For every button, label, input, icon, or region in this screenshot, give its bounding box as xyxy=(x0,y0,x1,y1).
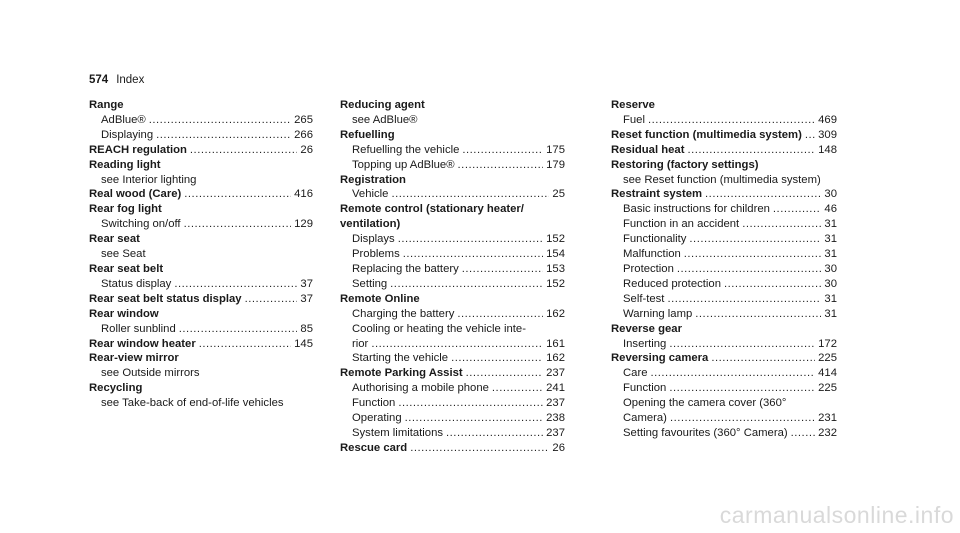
subentry-line-text: Problems xyxy=(352,248,400,261)
page-ref[interactable]: 238 xyxy=(546,412,565,425)
index-heading: Recycling xyxy=(89,382,143,395)
subentry-line-text: Authorising a mobile phone xyxy=(352,382,489,395)
index-heading-line-text: Real wood (Care) xyxy=(89,188,182,201)
page-ref[interactable]: 152 xyxy=(546,277,565,290)
index-heading-line[interactable] xyxy=(340,366,565,381)
index-entry xyxy=(340,98,565,128)
page-title: Index xyxy=(116,74,145,86)
index-heading: Refuelling xyxy=(340,128,395,141)
index-heading-line[interactable] xyxy=(89,337,313,352)
subentry-line[interactable] xyxy=(340,351,565,366)
index-heading: Rear fog light xyxy=(89,203,162,216)
page-header xyxy=(89,74,144,86)
page-ref[interactable]: 153 xyxy=(546,262,565,275)
index-heading: Remote control (stationary heater/ xyxy=(340,203,524,216)
subentry-line[interactable] xyxy=(340,187,565,202)
index-heading: Range xyxy=(89,99,124,111)
dot-leader xyxy=(791,426,816,441)
dot-leader xyxy=(669,337,815,352)
subentry-line-text: Starting the vehicle xyxy=(352,352,449,365)
page-ref[interactable]: 266 xyxy=(294,128,313,141)
page-ref[interactable]: 162 xyxy=(546,307,565,320)
page-ref[interactable]: 37 xyxy=(300,292,313,305)
index-heading: Remote Online xyxy=(340,292,420,305)
index-entry xyxy=(89,307,313,337)
cross-reference[interactable]: see Seat xyxy=(101,248,146,261)
page-ref[interactable]: 237 xyxy=(546,397,565,410)
index-entry xyxy=(611,128,837,143)
dot-leader xyxy=(773,202,822,217)
index-heading: Rear window xyxy=(89,307,159,320)
subentry-line-text: Function in an accident xyxy=(623,218,740,231)
subentry-line[interactable] xyxy=(89,322,313,337)
dot-leader xyxy=(711,351,815,366)
subentry-line-text: AdBlue® xyxy=(101,113,146,126)
index-heading-line-text: Remote Parking Assist xyxy=(340,367,463,380)
dot-leader xyxy=(245,292,298,307)
dot-leader xyxy=(742,217,821,232)
index-entry xyxy=(611,322,837,352)
cross-reference[interactable]: see Reset function (multimedia system) xyxy=(623,173,821,186)
page-ref[interactable]: 161 xyxy=(546,337,565,350)
subentry-line-text: Charging the battery xyxy=(352,307,455,320)
page-ref[interactable]: 414 xyxy=(818,367,837,380)
page-ref[interactable]: 25 xyxy=(552,188,565,201)
dot-leader xyxy=(669,381,815,396)
index-heading-line-text: Rear window heater xyxy=(89,337,196,350)
subentry-line[interactable] xyxy=(89,128,313,143)
dot-leader xyxy=(190,143,298,158)
dot-leader xyxy=(199,337,291,352)
subentry-line-text: Function xyxy=(352,397,396,410)
dot-leader xyxy=(651,366,816,381)
page-ref[interactable]: 231 xyxy=(818,412,837,425)
cross-reference[interactable]: see Outside mirrors xyxy=(101,367,200,380)
page-ref[interactable]: 265 xyxy=(294,113,313,126)
subentry-line-text: Replacing the battery xyxy=(352,262,459,275)
index-heading-line-text: Restraint system xyxy=(611,188,703,201)
subentry-line[interactable] xyxy=(340,158,565,173)
index-heading-line-text: Rescue card xyxy=(340,441,408,454)
page-ref[interactable]: 225 xyxy=(818,382,837,395)
subentry-line-text: Displaying xyxy=(101,128,154,141)
index-entry xyxy=(340,366,565,441)
dot-leader xyxy=(390,277,543,292)
index-heading-line-text: Residual heat xyxy=(611,143,685,156)
subentry-line-text: Setting xyxy=(352,277,388,290)
subentry-line[interactable] xyxy=(611,202,837,217)
cross-reference[interactable]: see Interior lighting xyxy=(101,173,197,186)
subentry-text: Cooling or heating the vehicle inte- xyxy=(352,322,526,335)
page-ref[interactable]: 37 xyxy=(300,277,313,290)
index-heading: Rear seat xyxy=(89,233,140,246)
subentry-line-text: Setting favourites (360° Camera) xyxy=(623,426,788,439)
dot-leader xyxy=(405,411,544,426)
subentry-line-text: Function xyxy=(623,382,667,395)
subentry-line-text: Basic instructions for children xyxy=(623,203,770,216)
subentry-line-text: Reduced protection xyxy=(623,277,721,290)
index-entry xyxy=(89,202,313,232)
subentry-line[interactable] xyxy=(611,262,837,277)
subentry-line-text: Switching on/off xyxy=(101,218,181,231)
subentry-line[interactable] xyxy=(340,277,565,292)
subentry-line[interactable] xyxy=(611,307,837,322)
index-heading-line[interactable] xyxy=(340,441,565,456)
index-heading: Registration xyxy=(340,173,406,186)
subentry-line-text: Status display xyxy=(101,277,172,290)
subentry-line-text: Operating xyxy=(352,412,402,425)
subentry-line[interactable] xyxy=(611,217,837,232)
index-entry xyxy=(89,187,313,202)
subentry-line[interactable] xyxy=(611,426,837,441)
dot-leader xyxy=(398,232,543,247)
cross-reference[interactable]: see AdBlue® xyxy=(352,113,418,126)
dot-leader xyxy=(695,307,821,322)
index-heading-line[interactable] xyxy=(611,143,837,158)
dot-leader xyxy=(446,426,543,441)
page-ref[interactable]: 416 xyxy=(294,188,313,201)
index-entry xyxy=(89,337,313,352)
page-ref[interactable]: 162 xyxy=(546,352,565,365)
index-heading-line[interactable] xyxy=(611,187,837,202)
dot-leader xyxy=(677,262,822,277)
subentry-line-text: Warning lamp xyxy=(623,307,693,320)
index-column-1 xyxy=(89,98,313,411)
index-entry xyxy=(611,187,837,321)
cross-reference[interactable]: see Take-back of end-of-life vehicles xyxy=(101,397,284,410)
dot-leader xyxy=(466,366,544,381)
index-entry xyxy=(89,381,313,411)
dot-leader xyxy=(410,441,549,456)
index-entry xyxy=(611,351,837,440)
index-heading: Rear-view mirror xyxy=(89,352,179,365)
dot-leader xyxy=(184,187,291,202)
page-ref[interactable]: 172 xyxy=(818,337,837,350)
subentry-line[interactable] xyxy=(340,337,565,352)
page-ref[interactable]: 237 xyxy=(546,426,565,439)
index-entry xyxy=(89,232,313,262)
index-heading: Reading light xyxy=(89,158,161,171)
dot-leader xyxy=(184,217,292,232)
index-entry xyxy=(611,143,837,158)
index-heading-line[interactable] xyxy=(89,292,313,307)
index-entry xyxy=(340,441,565,456)
index-heading: ventilation) xyxy=(340,218,401,231)
subentry-line[interactable] xyxy=(340,247,565,262)
page-ref[interactable]: 232 xyxy=(818,426,837,439)
index-heading-line-text: Reset function (multimedia system) xyxy=(611,128,802,141)
subentry-line[interactable] xyxy=(611,113,837,128)
subentry-line-text: rior xyxy=(352,337,369,350)
page-ref[interactable]: 31 xyxy=(824,218,837,231)
subentry-line[interactable] xyxy=(611,337,837,352)
dot-leader xyxy=(391,187,549,202)
dot-leader xyxy=(648,113,815,128)
index-heading: Restoring (factory settings) xyxy=(611,158,759,171)
dot-leader xyxy=(451,351,543,366)
watermark: carmanualsonline.info xyxy=(719,502,954,528)
dot-leader xyxy=(174,277,297,292)
index-heading-line-text: REACH regulation xyxy=(89,143,187,156)
index-column-2 xyxy=(340,98,565,456)
dot-leader xyxy=(179,322,298,337)
dot-leader xyxy=(724,277,821,292)
page-ref[interactable]: 129 xyxy=(294,218,313,231)
subentry-line[interactable] xyxy=(340,426,565,441)
index-heading: Reserve xyxy=(611,99,655,111)
index-entry xyxy=(89,292,313,307)
page-ref[interactable]: 154 xyxy=(546,248,565,261)
index-heading-line[interactable] xyxy=(89,143,313,158)
page-ref[interactable]: 31 xyxy=(824,292,837,305)
index-heading: Reducing agent xyxy=(340,99,425,111)
page-ref[interactable]: 469 xyxy=(818,113,837,126)
page-ref[interactable]: 309 xyxy=(818,128,837,141)
index-entry xyxy=(340,173,565,203)
dot-leader xyxy=(156,128,291,143)
dot-leader xyxy=(687,143,815,158)
index-heading-line[interactable] xyxy=(611,128,837,143)
page-ref[interactable]: 31 xyxy=(824,307,837,320)
index-heading-line[interactable] xyxy=(611,351,837,366)
subentry-text: Opening the camera cover (360° xyxy=(623,397,787,410)
subentry-line[interactable] xyxy=(611,292,837,307)
index-heading-line-text: Rear seat belt status display xyxy=(89,292,242,305)
subentry-line[interactable] xyxy=(611,232,837,247)
subentry-line-text: Self-test xyxy=(623,292,665,305)
dot-leader xyxy=(462,262,543,277)
index-entry xyxy=(89,158,313,188)
subentry-line-text: Malfunction xyxy=(623,248,681,261)
dot-leader xyxy=(403,247,543,262)
subentry-line-text: Roller sunblind xyxy=(101,322,176,335)
index-entry xyxy=(89,351,313,381)
subentry-line-text: System limitations xyxy=(352,426,444,439)
subentry-line-text: Camera) xyxy=(623,412,667,425)
index-entry xyxy=(89,262,313,292)
subentry-line[interactable] xyxy=(611,381,837,396)
subentry-line-text: Inserting xyxy=(623,337,667,350)
subentry-line[interactable] xyxy=(340,143,565,158)
subentry-line[interactable] xyxy=(611,247,837,262)
page-ref[interactable]: 145 xyxy=(294,337,313,350)
subentry-line[interactable] xyxy=(89,277,313,292)
dot-leader xyxy=(371,337,543,352)
dot-leader xyxy=(457,307,543,322)
page-number: 574 xyxy=(89,74,109,86)
dot-leader xyxy=(705,187,821,202)
page-ref[interactable]: 31 xyxy=(824,233,837,246)
dot-leader xyxy=(805,128,815,143)
page-ref[interactable]: 31 xyxy=(824,248,837,261)
subentry-line-text: Care xyxy=(623,367,648,380)
index-entry xyxy=(340,128,565,173)
subentry-line-text: Protection xyxy=(623,262,674,275)
dot-leader xyxy=(492,381,543,396)
subentry-line-text: Fuel xyxy=(623,113,645,126)
dot-leader xyxy=(458,158,544,173)
page-ref[interactable]: 30 xyxy=(824,188,837,201)
subentry-line[interactable] xyxy=(340,411,565,426)
dot-leader xyxy=(462,143,543,158)
dot-leader xyxy=(149,113,291,128)
index-heading-line-text: Reversing camera xyxy=(611,352,709,365)
dot-leader xyxy=(670,411,815,426)
index-entry xyxy=(611,98,837,128)
index-heading: Rear seat belt xyxy=(89,262,164,275)
page-ref[interactable]: 152 xyxy=(546,233,565,246)
page-ref[interactable]: 30 xyxy=(824,277,837,290)
page-ref[interactable]: 26 xyxy=(300,143,313,156)
subentry-line-text: Functionality xyxy=(623,233,687,246)
subentry-line[interactable] xyxy=(89,113,313,128)
subentry-line[interactable] xyxy=(340,381,565,396)
page-ref[interactable]: 179 xyxy=(546,158,565,171)
page-ref[interactable]: 148 xyxy=(818,143,837,156)
subentry-line[interactable] xyxy=(611,277,837,292)
subentry-line[interactable] xyxy=(340,396,565,411)
dot-leader xyxy=(684,247,822,262)
index-column-3 xyxy=(611,98,837,441)
page-ref[interactable]: 30 xyxy=(824,262,837,275)
subentry-line[interactable] xyxy=(340,307,565,322)
subentry-line-text: Topping up AdBlue® xyxy=(352,158,455,171)
page-ref[interactable]: 46 xyxy=(824,203,837,216)
index-entry xyxy=(89,143,313,158)
subentry-line[interactable] xyxy=(611,411,837,426)
subentry-line-text: Displays xyxy=(352,233,395,246)
index-entry xyxy=(611,158,837,188)
subentry-line[interactable] xyxy=(89,217,313,232)
dot-leader xyxy=(398,396,543,411)
page-ref[interactable]: 241 xyxy=(546,382,565,395)
dot-leader xyxy=(689,232,821,247)
subentry-line-text: Vehicle xyxy=(352,188,389,201)
subentry-line-text: Refuelling the vehicle xyxy=(352,143,460,156)
index-entry xyxy=(340,292,565,367)
page-ref[interactable]: 237 xyxy=(546,367,565,380)
page-ref[interactable]: 85 xyxy=(300,322,313,335)
page-ref[interactable]: 26 xyxy=(552,441,565,454)
index-entry xyxy=(89,98,313,143)
page-ref[interactable]: 175 xyxy=(546,143,565,156)
index-entry xyxy=(340,202,565,291)
subentry-line[interactable] xyxy=(340,262,565,277)
subentry-line[interactable] xyxy=(340,232,565,247)
page-ref[interactable]: 225 xyxy=(818,352,837,365)
index-heading-line[interactable] xyxy=(89,187,313,202)
dot-leader xyxy=(667,292,821,307)
index-heading: Reverse gear xyxy=(611,322,682,335)
subentry-line[interactable] xyxy=(611,366,837,381)
